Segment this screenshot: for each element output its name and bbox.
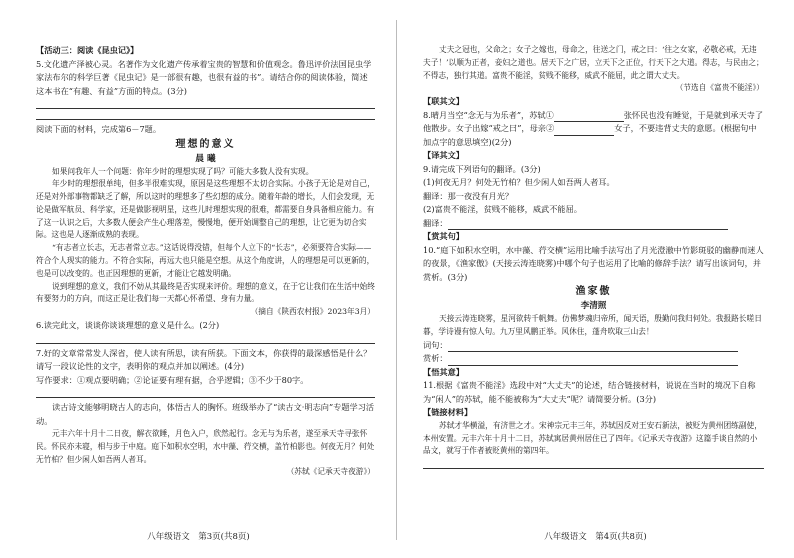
answer-line[interactable] (36, 333, 375, 344)
question-10: 10.“庭下如积水空明，水中藻、荇交横”运用比喻手法写出了月光澄澈中竹影斑驳的幽静而迷人的夜景，《渔家傲》(天接云涛连晓雾)中哪个句子也运用了比喻的修辞手法？请写出该词句，并赏析。(3分) (423, 244, 764, 282)
question-7: 7.好的文章常常发人深省，使人读有所思，读有所获。下面文本，你获得的最深感悟是什么？请写一段议论性的文字，表明你的观点并加以阐述。(4分) (36, 347, 372, 372)
question-8-part-a: 8.晴月当空“念无与为乐者”，苏轼① (423, 109, 554, 120)
essay-title: 理想的意义 (175, 138, 236, 150)
poem-author: 李清照 (580, 301, 607, 312)
activity-intro: 读古诗文能够明晓古人的志向，体悟古人的胸怀。班级举办了“读古文·明志向”专题学习活动。 (36, 402, 375, 426)
question-9-2: (2)富贵不能淫，贫贱不能移，威武不能屈。 (423, 204, 582, 215)
section-heading: 【悟其意】 (423, 366, 464, 377)
question-8-part-b: 张怀民也没有睡觉，于是就到承天寺了他散步。女子出嫁“戒之曰”，母亲② (423, 109, 764, 134)
question-8 (423, 109, 764, 150)
essay-paragraph: 年少时的理想很单纯，但多半很难实现，原因是这些理想不太切合实际。小孩子无论是对自己，还是对外部事物都缺乏了解，所以这时的理想多了些幻想的成分。随着年龄的增长，人们会发现，无论是做军航员、科学家，还是做影视明星，这些儿时理想实现的很难，都需要自身具备相应能力。有了这一认识之后，大多数人便会产生心理落差，慢慢地，便开始调整自己的理想，让它更为切合实际。这也是人逐渐成熟的表现。 (36, 179, 375, 240)
section-heading: 【联其文】 (423, 96, 464, 107)
section-heading: 【赏其句】 (423, 231, 464, 242)
essay-source: （摘自《陕西农村报》2023年3月） (250, 307, 375, 317)
essay-author: 晨 曦 (195, 153, 216, 164)
answer-label: 赏析： (423, 353, 448, 364)
classical-text: 元丰六年十月十二日夜，解衣欲睡，月色入户，欣然起行。念无与为乐者，遂至承天寺寻张怀民。怀民亦未寝，相与步于中庭。庭下如积水空明，水中藻、荇交横，盖竹柏影也。何夜无月？何处无竹柏？但少闲人如吾两人者耳。 (36, 429, 375, 464)
fill-blank[interactable] (554, 135, 614, 136)
link-heading: 【链接材料】 (423, 407, 473, 418)
question-6: 6.读完此文，谈谈你谈谈理想的意义是什么。(2分) (36, 320, 220, 331)
reading-intro: 阅读下面的材料，完成第6－7题。 (36, 124, 162, 134)
question-5: 5.文化遗产泽被心灵。名著作为文化遗产传承着宝贵的智慧和价值观念。鲁迅评价法国昆虫学家法布尔的科学巨著《昆虫记》是一部很有趣，也很有益的书”。请结合你的阅读体验，简述这本书在“有趣、有益”方面的特点。(3分) (36, 58, 372, 96)
answer-label: 词句： (423, 339, 448, 350)
page-footer: 八年级语文 第4页(共8页) (544, 532, 647, 542)
answer-line[interactable] (36, 109, 375, 120)
poem-body: 天接云涛连晓雾，星河欲转千帆舞。仿佛梦魂归帝所，闻天语，殷勤问我归何处。我报路长嗟日暮，学诗谩有惊人句。九万里风鹏正举。风休住，蓬舟吹取三山去！ (423, 314, 762, 336)
fill-blank[interactable] (448, 229, 728, 230)
essay-paragraph: 如果问我年人一个问题：你年少时的理想实现了吗？可能大多数人没有实现。 (52, 166, 314, 176)
answer-appreciation (423, 352, 764, 366)
translation-line (423, 217, 764, 231)
translation-line: 翻译：那一夜没有月光？ (423, 190, 514, 201)
question-8-part-c: 女子，不要违背丈夫的意愿。(根据句中加点字的意思填空)(2分) (423, 123, 757, 147)
classical-source: （节选自《富贵不能淫》） (675, 83, 764, 93)
fill-blank[interactable] (448, 365, 738, 366)
essay-paragraph: “有志者立长志，无志者常立志。”这话说得没错，但每个人立下的“长志”，必须要符合实际——符合个人现实的能力。不符合实际，再远大也只能是空想。从这个角度讲，人的理想是可以更新的，也是可以改变的。也正因理想的更新，才能让它越发明确。 (36, 243, 375, 278)
essay-paragraph: 说到理想的意义，我们不妨从其最终是否实现来评价。理想的意义，在于它让我们在生活中始终有要努力的方向，而这正是让我们每一天都心怀希望、身有力量。 (36, 281, 375, 304)
classical-text: 丈夫之冠也，父命之；女子之嫁也，母命之，往送之门，戒之曰：‘往之女家，必敬必戒，无违夫子！’以顺为正者，妾妇之道也。居天下之广居，立天下之正位，行天下之大道。得志，与民由之；不得志，独行其道。富贵不能淫，贫贱不能移，威武不能屈，此之谓大丈夫。 (423, 45, 764, 80)
answer-line[interactable] (36, 387, 375, 398)
question-9: 9.请完成下列语句的翻译。(3分) (423, 163, 541, 174)
link-text: 苏轼才华横溢，有济世之才。宋神宗元丰三年，苏轼因反对王安石新法，被贬为黄州团练副使，本州安置。元丰六年十月十二日，苏轼寓居黄州居住已了四年。《记承天寺夜游》这篇手谈自然的小品文，就写于作者被贬黄州的第四年。 (423, 420, 762, 456)
right-page (397, 0, 794, 558)
question-9-1: (1)何夜无月？何处无竹柏？但少闲人如吾两人者耳。 (423, 177, 615, 188)
answer-line[interactable] (423, 458, 764, 469)
question-7-requirements: 写作要求：①观点要明确；②论证要有理有据，合乎逻辑；③不少于80字。 (36, 374, 309, 385)
page-footer: 八年级语文 第3页(共8页) (147, 532, 250, 542)
answer-phrase (423, 339, 764, 353)
classical-source: （苏轼《记承天寺夜游》） (286, 467, 375, 477)
question-11: 11.根据《富贵不能淫》选段中对“大丈夫”的论述，结合链接材料，说说在当时的境况下自称为“闲人”的苏轼，能不能被称为“大丈夫”呢？请简要分析。(3分) (423, 380, 756, 404)
section-heading: 【译其文】 (423, 150, 464, 161)
activity-heading: 【活动三：阅读《昆虫记》】 (36, 45, 139, 55)
poem-title: 渔家傲 (575, 286, 612, 298)
answer-line[interactable] (36, 98, 375, 109)
translation-label: 翻译： (423, 217, 448, 228)
